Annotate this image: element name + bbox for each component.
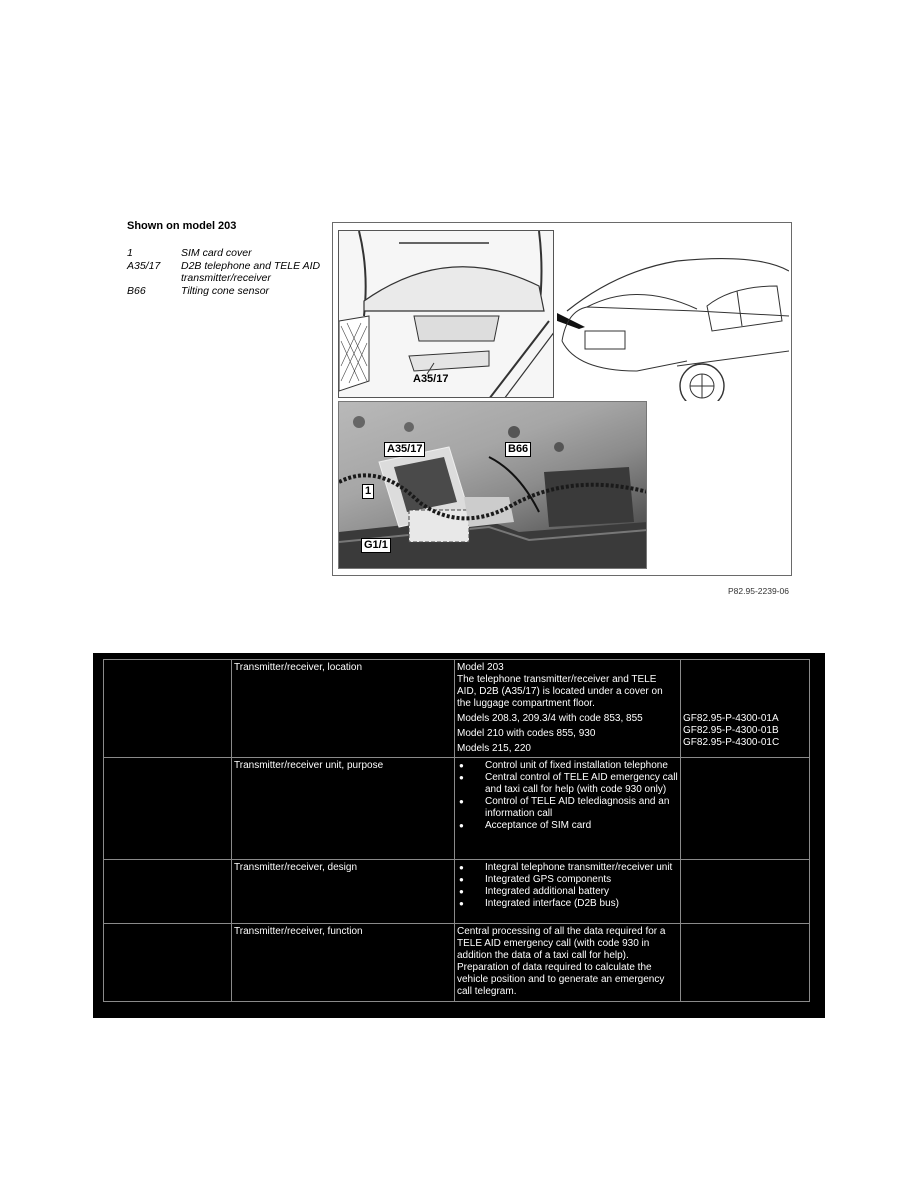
bullet-item: ● Integral telephone transmitter/receiver unit	[457, 862, 678, 874]
component-photo	[338, 401, 647, 569]
car-drawing	[557, 231, 789, 401]
legend-item	[127, 260, 327, 285]
table-cell-empty	[104, 758, 232, 860]
figure-code: P82.95-2239-06	[728, 586, 789, 596]
ref-models: Models 215, 220	[457, 743, 531, 754]
legend-desc: D2B telephone and TELE AID transmitter/receiver	[181, 259, 321, 284]
table-row	[104, 924, 810, 1002]
legend-desc: Tilting cone sensor	[181, 284, 270, 297]
table-row	[104, 660, 810, 758]
bullet-item: ● Integrated additional battery	[457, 886, 678, 898]
legend-item	[127, 247, 327, 260]
ref-doc-link[interactable]: GF82.95-P-4300-01B	[683, 725, 779, 736]
bullet-list	[457, 760, 678, 832]
table-cell-empty	[681, 924, 810, 1002]
ref-models: Models 208.3, 209.3/4 with code 853, 855	[457, 713, 643, 724]
bullet-list	[457, 862, 678, 910]
table-cell-empty	[681, 860, 810, 924]
row-content	[455, 660, 681, 758]
bullet-item: ● Integrated GPS components	[457, 874, 678, 886]
table-row	[104, 860, 810, 924]
trunk-drawing	[338, 230, 554, 398]
legend-key: B66	[127, 284, 146, 297]
row-content	[455, 860, 681, 924]
callout-g1-1: G1/1	[361, 538, 391, 553]
location-text: The telephone transmitter/receiver and TELE AID, D2B (A35/17) is located under a cover on the luggage compartment floor.	[457, 674, 663, 709]
bullet-item: ● Control of TELE AID telediagnosis and an information call	[457, 796, 678, 820]
row-label: Transmitter/receiver, function	[232, 924, 455, 1002]
bullet-item: ● Integrated interface (D2B bus)	[457, 898, 678, 910]
callout-a35-17: A35/17	[413, 373, 449, 385]
row-content	[455, 758, 681, 860]
legend-item	[127, 285, 327, 298]
callout-b66: B66	[505, 442, 531, 457]
row-label: Transmitter/receiver, design	[232, 860, 455, 924]
row-content: Central processing of all the data required for a TELE AID emergency call (with code 930 in addition the data of a taxi call for help). Preparation of data required to calculate the vehicle position and to generate an emergency call telegram.	[455, 924, 681, 1002]
row-refs	[681, 660, 810, 758]
spec-table	[103, 659, 810, 1002]
location-figure	[332, 222, 792, 576]
bullet-item: ● Acceptance of SIM card	[457, 820, 678, 832]
callout-1: 1	[362, 484, 374, 499]
model-text: Model 203	[457, 662, 504, 673]
table-cell-empty	[681, 758, 810, 860]
figure-legend	[127, 220, 327, 297]
table-cell-empty	[104, 924, 232, 1002]
ref-doc-link[interactable]: GF82.95-P-4300-01A	[683, 713, 779, 724]
ref-doc-link[interactable]: GF82.95-P-4300-01C	[683, 737, 780, 748]
spec-table-container	[93, 653, 825, 1018]
legend-key: A35/17	[127, 259, 161, 272]
legend-title: Shown on model 203	[127, 220, 237, 232]
table-cell-empty	[104, 660, 232, 758]
bullet-item: ● Control unit of fixed installation telephone	[457, 760, 678, 772]
callout-a35-17: A35/17	[384, 442, 425, 457]
bullet-item: ● Central control of TELE AID emergency call and taxi call for help (with code 930 only)	[457, 772, 678, 796]
ref-models: Model 210 with codes 855, 930	[457, 728, 596, 739]
table-cell-empty	[104, 860, 232, 924]
car-illustration-icon	[557, 231, 789, 401]
row-label: Transmitter/receiver unit, purpose	[232, 758, 455, 860]
legend-desc: SIM card cover	[181, 247, 252, 259]
legend-key: 1	[127, 247, 133, 259]
row-label: Transmitter/receiver, location	[232, 660, 455, 758]
table-row	[104, 758, 810, 860]
